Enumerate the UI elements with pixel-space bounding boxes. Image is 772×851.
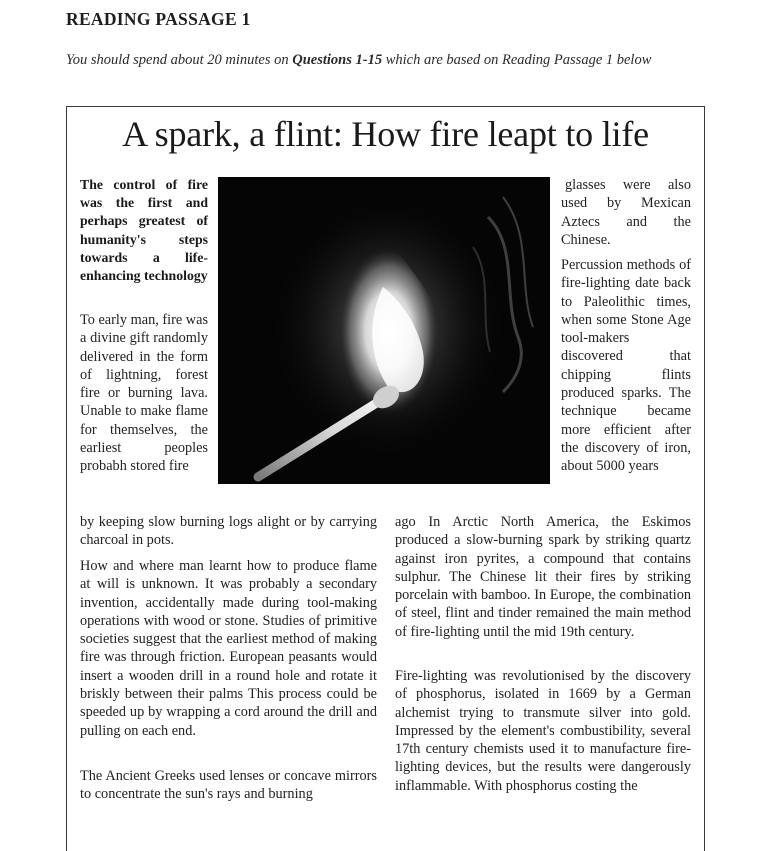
instructions-prefix: You should spend about 20 minutes on xyxy=(66,52,293,68)
instructions xyxy=(66,52,666,69)
instructions-questions: Questions 1-15 xyxy=(292,52,383,68)
right-para1-end: ago In Arctic North America, the Eskimos produced a slow-burning spark by striking quartz against iron pyrites, a compound that contains sulphur. The Chinese lit their fires by striking porcelain with bamboo. In Europe, the combination of steel, flint and tinder remained the main method of fire-lighting until the mid 19th century. xyxy=(395,514,691,640)
burning-match-icon xyxy=(218,177,550,484)
left-para2: How and where man learnt how to produce flame at will is unknown. It was probably a secondary invention, accidentally made during tool-making operations with wood or stone. Studies of primitive societies suggest that the earliest method of making fire was through friction. European peasants would insert a wooden drill in a round hole and rotate it briskly between their palms This process could be speeded up by wrapping a cord around the drill and pulling on each end. xyxy=(80,558,377,739)
right-wrap1: glasses were also used by Mexican Aztecs and the Chinese. xyxy=(561,177,691,248)
burning-match-photo xyxy=(218,177,550,484)
article-title: A spark, a flint: How fire leapt to life xyxy=(122,114,649,154)
left-wrap-text: To early man, fire was a divine gift randomly delivered in the form of lightning, forest fire or burning lava. Unable to make flame for themselves, the earliest peoples probabh stored fire xyxy=(80,312,209,475)
left-para1-end: by keeping slow burning logs alight or by carrying charcoal in pots. xyxy=(80,514,377,549)
instructions-suffix: which are based on Reading Passage 1 below xyxy=(382,52,652,68)
right-para2: Fire-lighting was revolutionised by the discovery of phosphorus, isolated in 1669 by a German alchemist trying to transmute silver into gold. Impressed by the element's combustibility, several 17th century chemists used it to manufacture fire-lighting devices, but the results were dangerously inflammable. With phosphorus costing the xyxy=(395,668,691,794)
left-para3: The Ancient Greeks used lenses or concave mirrors to concentrate the sun's rays and burning xyxy=(80,768,377,803)
article-lead: The control of fire was the first and perhaps greatest of humanity's steps towards a life-enhancing technology xyxy=(80,177,208,284)
right-wrap2: Percussion methods of fire-lighting date back to Paleolithic times, when some Stone Age tool-makers discovered that chipping flints produced sparks. The technique became more efficient after the discovery of iron, about 5000 years xyxy=(561,257,691,475)
passage-heading: READING PASSAGE 1 xyxy=(66,9,251,29)
